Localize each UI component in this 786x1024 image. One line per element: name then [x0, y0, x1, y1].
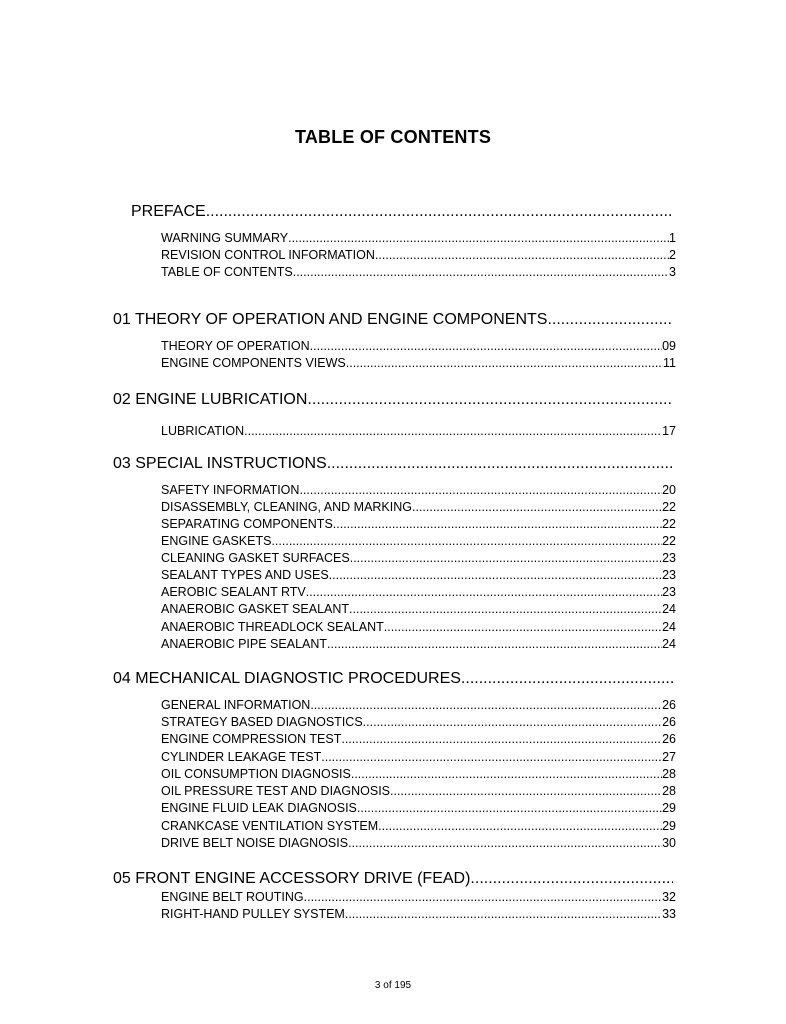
- section-heading-label: 01 THEORY OF OPERATION AND ENGINE COMPONENTS: [113, 311, 548, 328]
- section-heading-label: 04 MECHANICAL DIAGNOSTIC PROCEDURES: [113, 670, 461, 687]
- toc-entry-page: 29: [662, 819, 676, 833]
- toc-entry-page: 11: [663, 356, 676, 370]
- toc-entry-page: 28: [662, 784, 676, 798]
- toc-entry[interactable]: [161, 637, 676, 651]
- section-heading-03[interactable]: [113, 455, 673, 473]
- toc-entry-page: 22: [662, 517, 676, 531]
- toc-entry-page: 26: [662, 698, 676, 712]
- dot-leader: [288, 231, 669, 245]
- toc-entry[interactable]: [161, 801, 676, 815]
- toc-entry-label: SEPARATING COMPONENTS: [161, 517, 333, 531]
- toc-entry[interactable]: [161, 534, 676, 548]
- dot-leader: [244, 424, 662, 438]
- toc-entry-label: ENGINE FLUID LEAK DIAGNOSIS: [161, 801, 357, 815]
- section-heading-preface[interactable]: [131, 203, 673, 221]
- toc-entry-label: CRANKCASE VENTILATION SYSTEM: [161, 819, 379, 833]
- dot-leader: [333, 517, 662, 531]
- toc-entry-label: SEALANT TYPES AND USES: [161, 568, 329, 582]
- dot-leader: [348, 836, 662, 850]
- toc-entry-label: TABLE OF CONTENTS: [161, 265, 293, 279]
- section-heading-04[interactable]: [113, 670, 673, 688]
- toc-entry[interactable]: [161, 732, 676, 746]
- toc-entry-label: GENERAL INFORMATION: [161, 698, 311, 712]
- toc-entry-label: ANAEROBIC PIPE SEALANT: [161, 637, 328, 651]
- toc-entry-label: ENGINE BELT ROUTING: [161, 890, 304, 904]
- section-heading-label: PREFACE: [131, 203, 206, 220]
- toc-entry-label: ENGINE COMPRESSION TEST: [161, 732, 342, 746]
- dot-leader: [350, 551, 662, 565]
- dot-leader: [271, 534, 662, 548]
- toc-entry-label: DISASSEMBLY, CLEANING, AND MARKING: [161, 500, 412, 514]
- toc-entry[interactable]: [161, 750, 676, 764]
- dot-leader: [310, 698, 662, 712]
- section-heading-02[interactable]: [113, 391, 673, 409]
- toc-entry[interactable]: [161, 248, 676, 262]
- toc-entry[interactable]: [161, 231, 676, 245]
- toc-entry-label: ENGINE GASKETS: [161, 534, 272, 548]
- section-heading-01[interactable]: [113, 311, 673, 329]
- toc-entry-label: AEROBIC SEALANT RTV: [161, 585, 306, 599]
- toc-entry[interactable]: [161, 767, 676, 781]
- dot-leader: [390, 784, 662, 798]
- dot-leader: [304, 890, 662, 904]
- toc-entry-page: 33: [662, 907, 676, 921]
- toc-entry[interactable]: [161, 483, 676, 497]
- toc-entry[interactable]: [161, 500, 676, 514]
- toc-entry-page: 22: [662, 500, 676, 514]
- toc-entry[interactable]: [161, 585, 676, 599]
- toc-entry[interactable]: [161, 836, 676, 850]
- toc-entry-label: CLEANING GASKET SURFACES: [161, 551, 350, 565]
- toc-entry-page: 26: [662, 732, 676, 746]
- dot-leader: [375, 248, 669, 262]
- toc-entry-page: 17: [662, 424, 676, 438]
- dot-leader: [363, 715, 662, 729]
- toc-entry[interactable]: [161, 784, 676, 798]
- toc-entry-label: REVISION CONTROL INFORMATION: [161, 248, 375, 262]
- toc-entry-page: 1: [669, 231, 676, 245]
- toc-entry-page: 30: [662, 836, 676, 850]
- toc-entry[interactable]: [161, 265, 676, 279]
- document-title: TABLE OF CONTENTS: [294, 127, 492, 147]
- dot-leader: [345, 907, 662, 921]
- dot-leader: [384, 620, 662, 634]
- toc-entry-label: STRATEGY BASED DIAGNOSTICS: [161, 715, 363, 729]
- dot-leader: [351, 767, 662, 781]
- toc-entry-page: 3: [669, 265, 676, 279]
- dot-leader: [299, 483, 662, 497]
- dot-leader: [327, 637, 662, 651]
- toc-entry-label: CYLINDER LEAKAGE TEST: [161, 750, 322, 764]
- toc-entry-page: 23: [662, 551, 676, 565]
- toc-entry-label: SAFETY INFORMATION: [161, 483, 300, 497]
- toc-entry[interactable]: [161, 339, 676, 353]
- dot-leader: [346, 356, 663, 370]
- toc-entry[interactable]: [161, 907, 676, 921]
- toc-entry[interactable]: [161, 424, 676, 438]
- dot-leader: [461, 670, 673, 688]
- toc-entry[interactable]: [161, 551, 676, 565]
- toc-entry[interactable]: [161, 715, 676, 729]
- dot-leader: [378, 819, 662, 833]
- toc-entry-label: LUBRICATION: [161, 424, 245, 438]
- toc-entry-label: THEORY OF OPERATION: [161, 339, 310, 353]
- dot-leader: [349, 602, 662, 616]
- toc-entry-label: WARNING SUMMARY: [161, 231, 289, 245]
- dot-leader: [310, 339, 662, 353]
- toc-entry-label: ANAEROBIC THREADLOCK SEALANT: [161, 620, 384, 634]
- dot-leader: [293, 265, 669, 279]
- toc-entry[interactable]: [161, 356, 676, 370]
- toc-entry[interactable]: [161, 602, 676, 616]
- section-heading-label: 02 ENGINE LUBRICATION: [113, 391, 308, 408]
- toc-entry-page: 32: [662, 890, 676, 904]
- toc-entry-page: 24: [662, 602, 676, 616]
- page-number-footer: 3 of 195: [374, 980, 412, 991]
- toc-entry-label: ANAEROBIC GASKET SEALANT: [161, 602, 350, 616]
- section-heading-label: 05 FRONT ENGINE ACCESSORY DRIVE (FEAD): [113, 870, 471, 887]
- toc-entry-label: OIL PRESSURE TEST AND DIAGNOSIS: [161, 784, 390, 798]
- toc-entry-page: 28: [662, 767, 676, 781]
- toc-entry[interactable]: [161, 568, 676, 582]
- toc-entry-page: 22: [662, 534, 676, 548]
- toc-entry[interactable]: [161, 698, 676, 712]
- dot-leader: [329, 568, 662, 582]
- toc-entry[interactable]: [161, 620, 676, 634]
- dot-leader: [206, 203, 673, 221]
- section-heading-05[interactable]: [113, 870, 673, 888]
- toc-entry-page: 23: [662, 568, 676, 582]
- toc-entry-label: OIL CONSUMPTION DIAGNOSIS: [161, 767, 351, 781]
- toc-entry[interactable]: [161, 517, 676, 531]
- dot-leader: [306, 585, 662, 599]
- dot-leader: [341, 732, 662, 746]
- toc-entry-page: 2: [669, 248, 676, 262]
- toc-entry-label: ENGINE COMPONENTS VIEWS: [161, 356, 346, 370]
- toc-entry-label: DRIVE BELT NOISE DIAGNOSIS: [161, 836, 349, 850]
- dot-leader: [412, 500, 662, 514]
- toc-entry[interactable]: [161, 890, 676, 904]
- dot-leader: [357, 801, 662, 815]
- dot-leader: [307, 391, 673, 409]
- dot-leader: [321, 750, 662, 764]
- toc-entry-page: 20: [662, 483, 676, 497]
- dot-leader: [470, 870, 673, 888]
- toc-entry-page: 26: [662, 715, 676, 729]
- toc-entry-page: 29: [662, 801, 676, 815]
- section-heading-label: 03 SPECIAL INSTRUCTIONS: [113, 455, 327, 472]
- toc-entry-page: 09: [662, 339, 676, 353]
- toc-entry[interactable]: [161, 819, 676, 833]
- toc-entry-page: 23: [662, 585, 676, 599]
- dot-leader: [547, 311, 673, 329]
- toc-entry-page: 27: [662, 750, 676, 764]
- toc-entry-page: 24: [662, 637, 676, 651]
- toc-entry-label: RIGHT-HAND PULLEY SYSTEM: [161, 907, 345, 921]
- toc-entry-page: 24: [662, 620, 676, 634]
- dot-leader: [327, 455, 673, 473]
